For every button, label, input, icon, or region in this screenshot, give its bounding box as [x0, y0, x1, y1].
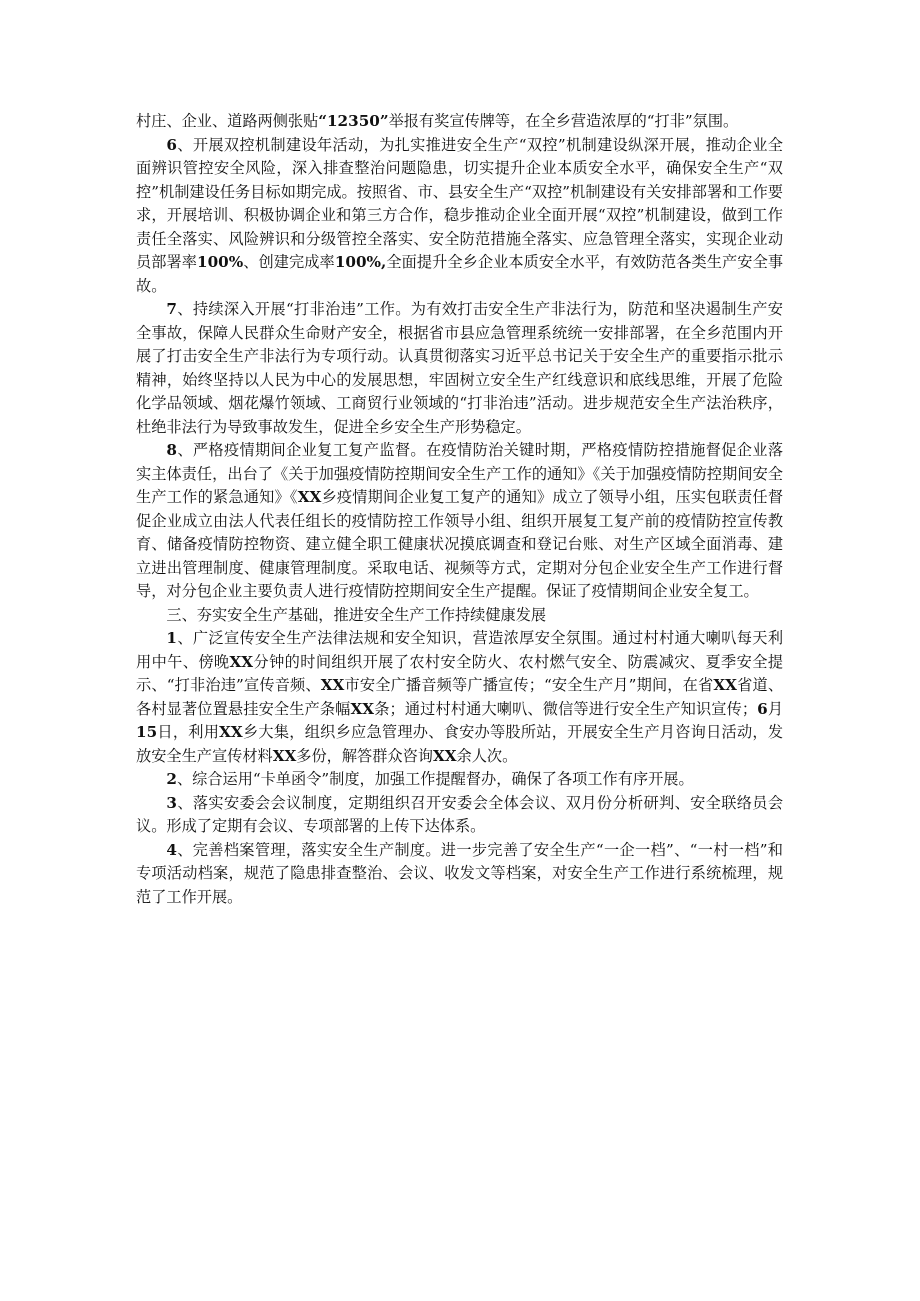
placeholder-xx: XX [272, 746, 297, 765]
item-number: 6 [166, 135, 177, 154]
item-number: 1 [166, 629, 177, 647]
placeholder-xx: XX [219, 723, 243, 741]
bold-figure: 100% [197, 253, 244, 271]
placeholder-xx: XX [229, 652, 254, 671]
date-month: 6 [757, 699, 768, 718]
paragraph-item-7 [136, 298, 783, 439]
item-number: 3 [166, 793, 177, 812]
text-run: 多份，解答群众咨询 [296, 746, 433, 765]
text-run: 月 [767, 699, 784, 718]
hotline-number: “12350” [318, 112, 389, 130]
paragraph-s3-item-2 [136, 768, 783, 792]
paragraph-s3-item-1 [136, 627, 783, 768]
text-run: 、落实安委会会议制度，定期组织召开安委会全体会议、双月份分析研判、安全联络员会议。形成了定期有会议、专项部署的上传下达体系。 [136, 793, 783, 835]
placeholder-xx: XX [350, 699, 375, 718]
placeholder-xx: XX [320, 676, 345, 694]
text-run: 乡大集，组织乡应急管理办、食安办等股所站，开展安全生产月咨询日活动，发放安全生产宣传材料 [136, 723, 784, 765]
text-run: 市安全广播音频等广播宣传；“安全生产月”期间，在省 [344, 676, 714, 694]
text-run: 乡疫情期间企业复工复产的通知》成立了领导小组，压实包联责任督促企业成立由法人代表任组长的疫情防控工作领导小组、组织开展复工复产前的疫情防控宣传教育、储备疫情防控物资、建立健全职工健康状况摸底调查和登记台账、对生产区域全面消毒、建立进出管理制度、健康管理制度。采取电话、视频等方式，定期对分包企业安全生产工作进行督导，对分包企业主要负责人进行疫情防控期间安全生产提醒。保证了疫情期间企业安全复工。 [136, 488, 783, 600]
text-run: 、广泛宣传安全生产法律法规和安全知识，营造浓厚安全氛围。通过村村通大喇叭每天利用中午、傍晚 [136, 629, 783, 671]
paragraph-s3-item-4 [136, 839, 783, 910]
text-run: 、开展双控机制建设年活动，为扎实推进安全生产“双控”机制建设纵深开展，推动企业全面辨识管控安全风险，深入排查整治问题隐患，切实提升企业本质安全水平，确保安全生产“双控”机制建设任务目标如期完成。按照省、市、县安全生产“双控”机制建设有关安排部署和工作要求，开展培训、积极协调企业和第三方合作，稳步推动企业全面开展“双控”机制建设，做到工作责任全落实、风险辨识和分级管控全落实、安全防范措施全落实、应急管理全落实，实现企业动员部署率 [136, 135, 783, 271]
text-run: 、持续深入开展“打非治违”工作。为有效打击安全生产非法行为，防范和坚决遏制生产安全事故，保障人民群众生命财产安全，根据省市县应急管理系统统一安排部署，在全乡范围内开展了打击安全生产非法行为专项行动。认真贯彻落实习近平总书记关于安全生产的重要指示批示精神，始终坚持以人民为中心的发展思想，牢固树立安全生产红线意识和底线思维，开展了危险化学品领域、烟花爆竹领域、工商贸行业领域的“打非治违”活动。进步规范安全生产法治秩序，杜绝非法行为导致事故发生，促进全乡安全生产形势稳定。 [136, 300, 783, 436]
item-number: 2 [166, 770, 177, 788]
text-run: 全面提升全乡企业本质安全水平，有效防范各类生产安全事故。 [136, 253, 784, 295]
date-day: 15 [136, 723, 158, 741]
text-run: 、综合运用“卡单函令”制度，加强工作提醒督办，确保了各项工作有序开展。 [176, 770, 694, 788]
text-run: 、严格疫情期间企业复工复产监督。在疫情防治关键时期，严格疫情防控措施督促企业落实主体责任，出台了《关于加强疫情防控期间安全生产工作的通知》《关于加强疫情防控期间安全生产工作的紧急通知》《 [136, 441, 783, 506]
paragraph-item-8 [136, 439, 783, 604]
text-run: 条；通过村村通大喇叭、微信等进行安全生产知识宣传； [374, 699, 758, 718]
text-run: 余人次。 [456, 746, 518, 765]
paragraph-s3-item-3 [136, 792, 783, 839]
text-run: 、创建完成率 [243, 253, 335, 271]
text-run: 村庄、企业、道路两侧张贴 [136, 112, 319, 130]
placeholder-xx: XX [713, 676, 737, 694]
text-run: 举报有奖宣传牌等，在全乡营造浓厚的“打非”氛围。 [388, 112, 739, 130]
text-run: 、完善档案管理，落实安全生产制度。进一步完善了安全生产“一企一档”、“一村一档”和专项活动档案，规范了隐患排查整治、会议、收发文等档案，对安全生产工作进行系统梳理，规范了工作开展。 [136, 840, 783, 906]
document-page [136, 110, 783, 909]
bold-figure: 100%, [334, 253, 387, 271]
item-number: 8 [166, 441, 177, 459]
heading-text: 三、夯实安全生产基础，推进安全生产工作持续健康发展 [166, 605, 547, 624]
paragraph-continued [136, 110, 783, 134]
section-heading-3 [136, 604, 783, 628]
text-run: 分钟的时间组织开展了农村安全防火、农村燃气安全、防震减灾、夏季安全提示、“打非治违”宣传音频、 [136, 652, 784, 694]
paragraph-item-6 [136, 134, 783, 299]
item-number: 4 [166, 840, 177, 859]
text-run: 省道、各村显著位置悬挂安全生产条幅 [136, 676, 784, 718]
item-number: 7 [166, 300, 177, 318]
placeholder-xx: XX [432, 746, 457, 765]
text-run: 日，利用 [157, 723, 220, 741]
placeholder-xx: XX [297, 488, 322, 506]
